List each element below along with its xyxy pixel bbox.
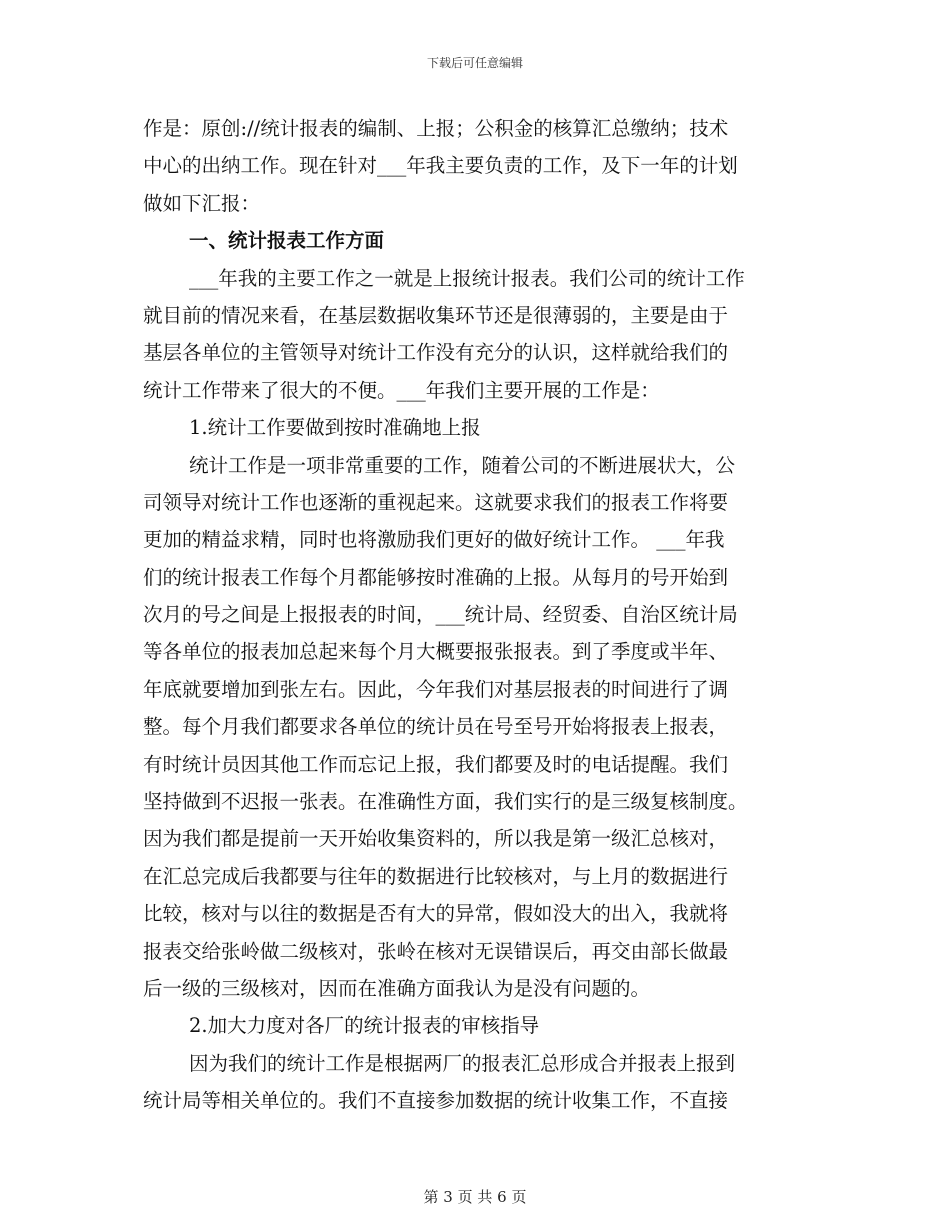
body-line: ___年我的主要工作之一就是上报统计报表。我们公司的统计工作 <box>189 266 745 290</box>
body-line: 在汇总完成后我都要与往年的数据进行比较核对，与上月的数据进行 <box>143 864 729 888</box>
body-line: 比较，核对与以往的数据是否有大的异常，假如没大的出入，我就将 <box>143 902 729 926</box>
body-line: 整。每个月我们都要求各单位的统计员在号至号开始将报表上报表， <box>143 715 729 739</box>
body-line: 基层各单位的主管领导对统计工作没有充分的认识，这样就给我们的 <box>143 341 729 365</box>
body-line: 做如下汇报： <box>143 191 261 215</box>
body-line: 统计局等相关单位的。我们不直接参加数据的统计收集工作，不直接 <box>143 1089 729 1113</box>
body-line: 年底就要增加到张左右。因此，今年我们对基层报表的时间进行了调 <box>143 677 729 701</box>
page-number: 第 3 页 共 6 页 <box>423 1188 527 1206</box>
body-line: 因为我们的统计工作是根据两厂的报表汇总形成合并报表上报到 <box>189 1051 736 1075</box>
body-line: 坚持做到不迟报一张表。在准确性方面，我们实行的是三级复核制度。 <box>143 790 748 814</box>
body-line: 统计工作带来了很大的不便。___年我们主要开展的工作是： <box>143 378 660 402</box>
subsection-heading: 1.统计工作要做到按时准确地上报 <box>189 416 481 440</box>
body-line: 有时统计员因其他工作而忘记上报，我们都要及时的电话提醒。我们 <box>143 752 729 776</box>
subsection-heading: 2.加大力度对各厂的统计报表的审核指导 <box>189 1014 540 1038</box>
body-line: 们的统计报表工作每个月都能够按时准确的上报。从每月的号开始到 <box>143 565 729 589</box>
page-header-note: 下载后可任意编辑 <box>426 56 523 70</box>
body-line: 司领导对统计工作也逐渐的重视起来。这就要求我们的报表工作将要 <box>143 490 729 514</box>
body-line: 更加的精益求精，同时也将激励我们更好的做好统计工作。 ___年我 <box>143 528 725 552</box>
body-line: 统计工作是一项非常重要的工作，随着公司的不断进展状大，公 <box>189 453 736 477</box>
section-heading: 一、统计报表工作方面 <box>189 229 385 253</box>
body-line: 报表交给张岭做二级核对，张岭在核对无误错误后，再交由部长做最 <box>143 939 729 963</box>
document-body <box>143 110 808 1120</box>
body-line: 中心的出纳工作。现在针对___年我主要负责的工作，及下一年的计划 <box>143 154 738 178</box>
body-line: 次月的号之间是上报报表的时间，___统计局、经贸委、自治区统计局 <box>143 603 738 627</box>
body-line: 后一级的三级核对，因而在准确方面我认为是没有问题的。 <box>143 976 651 1000</box>
body-line: 因为我们都是提前一天开始收集资料的，所以我是第一级汇总核对， <box>143 827 729 851</box>
body-line: 就目前的情况来看，在基层数据收集环节还是很薄弱的，主要是由于 <box>143 303 729 327</box>
body-line: 等各单位的报表加总起来每个月大概要报张报表。到了季度或半年、 <box>143 640 729 664</box>
body-line: 作是：原创://统计报表的编制、上报；公积金的核算汇总缴纳；技术 <box>143 117 729 140</box>
